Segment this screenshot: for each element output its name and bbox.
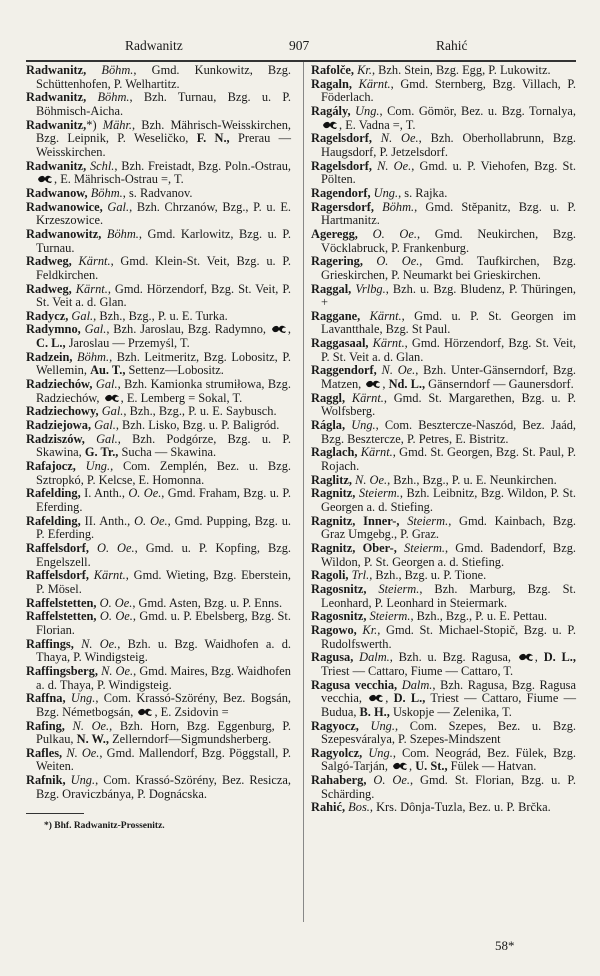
entry-name: Raggane, [311,308,361,323]
entry-region: Steierm. [366,609,411,624]
gazetteer-entry [311,747,576,774]
gazetteer-entry [26,665,291,692]
gazetteer-entry [26,64,291,91]
entry-region: Kärnt. [351,76,391,91]
entry-text: Settenz—Lobositz. [125,363,224,378]
entry-region: Ung. [345,418,376,433]
entry-region: Gal. [84,431,118,446]
gazetteer-entry [26,187,291,201]
entry-region: Böhm. [87,185,123,200]
gazetteer-entry [26,201,291,228]
entry-text: , Gmd. Hörzendorf, Bzg. St. Veit, P. St. Veit a. d. Glan. [321,336,576,364]
entry-text: , [409,759,416,774]
gazetteer-entry [26,323,291,350]
entry-name: Ragnitz, Inner-, [311,513,400,528]
post-horn-icon [322,121,338,129]
entry-text: , Bzh. Podgórze, Bzg. u. P. Skawina, [36,431,291,460]
entry-region: Bos. [345,800,370,815]
entry-region: Böhm. [86,90,130,105]
entry-region: N. Oe. [371,158,412,173]
post-horn-icon [368,694,384,702]
entry-text: , E. Lemberg = Sokal, T. [120,390,243,405]
entry-region: Ung. [75,459,111,474]
entry-name: Ragelsdorf, [311,158,372,173]
entry-text: , Com. Szepes, Bez. u. Bzg. Szepesváralya, P. Szepes-Mindszent [321,718,576,747]
entry-name: Rafajocz, [26,459,76,474]
entry-name: Ragnitz, [311,486,356,501]
entry-bold-text: D. L., [543,650,576,665]
gazetteer-entry [311,569,576,583]
entry-region: Böhm. [101,226,139,241]
entry-name: Radweg, [26,281,72,296]
entry-region: Kr. [354,63,372,77]
gazetteer-entry [311,720,576,747]
entry-name: Raffingsberg, [26,663,98,678]
entry-region: O. Oe. [96,595,133,610]
entry-name: Ragnitz, Ober-, [311,540,397,555]
entry-region: Steierm. [355,486,400,501]
entry-region: Böhm. [373,199,415,214]
entry-name: Raggal, [311,281,352,296]
post-horn-icon [104,394,120,402]
post-horn-icon [392,762,408,770]
entry-name: Radziszów, [26,431,85,446]
entry-name: Raffelsdorf, [26,540,89,555]
signature-mark: 58* [495,938,515,953]
entry-text: Triest — Cattaro, Fiume — Cattaro, T. [321,663,514,678]
entry-name: Radziejowa, [26,418,92,433]
entry-text: , Bzh. Stein, Bzg. Egg, P. Lukowitz. [371,63,551,77]
gazetteer-entry [26,378,291,405]
entry-text: , Gmd. u. P. Viehofen, Bzg. St. Pölten. [321,158,576,187]
entry-text: , Bzh. Turnau, Bzg. u. P. Böhmisch-Aicha. [36,90,292,118]
entry-region: Gal. [92,377,118,392]
gazetteer-entry [311,228,576,255]
entry-name: Ragowo, [311,622,357,637]
entry-name: Radwanowice, [26,199,103,214]
entry-name: Ragering, [311,254,363,269]
page-number: 907 [289,38,310,53]
entry-text: , Com. Krassó-Szörény, Bez. Resicza, Bzg. Oraviczbánya, P. Dognácska. [36,773,291,801]
entry-region: O. Oe. [128,486,162,501]
entry-text: , Bzh., Bzg. u. P. Tione. [369,568,487,583]
gazetteer-entry [311,310,576,337]
gazetteer-entry [311,583,576,610]
entry-text: , Bzh., Bzg., P. u. E. Turka. [93,308,228,323]
entry-text: , E. Vadna =, T. [339,117,416,132]
gazetteer-entry [311,624,576,651]
entry-region: Dalm. [397,677,433,692]
entry-name: Rafing, [26,718,65,733]
gazetteer-entry [311,132,576,159]
entry-text: , Bzh., Bzg., P. u. E. Saybusch. [123,404,277,419]
post-horn-icon [365,380,381,388]
entry-text: , Krs. Dônja-Tuzla, Bez. u. P. Brčka. [369,800,551,815]
entry-text: , Bzh. Jaroslau, Bzg. Radymno, [106,322,270,337]
gazetteer-entry [311,679,576,720]
entry-region: Kärnt. [88,568,126,583]
gazetteer-entry [311,364,576,391]
gazetteer-entry [311,64,576,78]
entry-region: Vrlbg. [351,281,386,296]
entry-text: , Gmd. Taufkirchen, Bzg. Grieskirchen, P. Neumarkt bei Grieskirchen. [321,254,576,282]
entry-region: O. Oe. [134,513,168,528]
entry-region: Gal. [98,404,124,419]
entry-name: Radycz, [26,308,69,323]
entry-text: , Gmd. St. Margarethen, Bzg. u. P. Wolfsberg. [321,390,576,419]
gazetteer-entry [26,405,291,419]
entry-region: Schl. [86,158,115,173]
entry-text: , Bzh. Mährisch-Weisskirchen, Bzg. Leipnik, P. Weseličko, [36,117,291,146]
entry-bold-text: D. L., [393,691,426,706]
entry-text: , Gmd. Wieting, Bzg. Eberstein, P. Mösel. [36,568,291,596]
entry-region: O. Oe. [88,540,135,555]
entry-text: , Com. Besztercze-Naszód, Bez. Jaád, Bzg. Besztercze, P. Petres, E. Bistritz. [321,418,576,446]
gazetteer-entry [26,228,291,255]
entry-name: Rafolče, [311,63,355,77]
entry-region: Kärnt. [71,281,108,296]
entry-name: Rafles, [26,745,63,760]
entry-region: Steierm. [366,581,420,596]
gazetteer-entry [311,255,576,282]
entry-text: , Bzh. u. Bzg. Bludenz, P. Thüringen, + [321,281,576,310]
entry-text: , Gmd. Pupping, Bzg. u. P. Eferding. [36,513,291,542]
gazetteer-entry [26,597,291,611]
header-rule [26,60,576,62]
entry-name: Raffings, [26,636,74,651]
gazetteer-entry [311,160,576,187]
entry-text: , Gmd. Asten, Bzg. u. P. Enns. [132,595,283,610]
entry-text: , Gmd. St. Florian, Bzg. u. P. Schärding. [321,773,576,801]
entry-name: Raffelsdorf, [26,568,89,583]
entry-name: Radwanitz, [26,90,87,105]
gazetteer-entry [311,774,576,801]
gazetteer-entry [26,569,291,596]
gazetteer-entry [311,283,576,310]
gazetteer-entry [311,201,576,228]
entry-text: , Bzh. Oberhollabrunn, Bzg. Haugsdorf, P. Jetzelsdorf. [321,131,576,159]
gazetteer-entry [311,419,576,446]
entry-region: Kärnt. [345,390,384,405]
entry-name: Radweg, [26,254,72,269]
entry-region: Steierm. [399,513,449,528]
entry-region: Trl. [348,568,370,583]
gazetteer-entry [311,610,576,624]
entry-region: Kärnt. [71,254,111,269]
entry-text: , Gmd. u. P. St. Georgen im Lavantthale, Bzg. St Paul. [321,308,576,337]
gazetteer-entry [26,692,291,719]
entry-name: Ragosnitz, [311,581,367,596]
entry-region: N. Oe. [371,131,419,146]
entry-name: Ragelsdorf, [311,131,372,146]
entry-text: , Com. Krassó-Szörény, Bez. Bogsán, Bzg. Németbogsán, [36,691,291,719]
entry-name: Rahić, [311,800,346,815]
gazetteer-entry [311,542,576,569]
running-head-left: Radwanitz [125,38,183,53]
entry-region: Gal. [102,199,130,214]
entry-bold-text: F. N., [196,131,230,146]
gazetteer-entry [26,515,291,542]
gazetteer-entry [26,720,291,747]
gazetteer-entry [26,283,291,310]
entry-text: , Gmd. Fraham, Bzg. u. P. Eferding. [36,486,291,514]
entry-name: Raffna, [26,691,66,706]
entry-region: Ung. [350,103,380,118]
entry-name: Ragendorf, [311,185,371,200]
gazetteer-entry [311,392,576,419]
entry-text: , [382,377,389,392]
entry-text: *) [86,117,103,132]
entry-name: Ragaln, [311,76,352,91]
entry-text: , Gmd. Kainbach, Bzg. Graz Umgebg., P. Graz. [321,513,576,542]
entry-name: Rafelding, [26,486,81,501]
entry-text: , Gmd. Sternberg, Bzg. Villach, P. Föderlach. [321,76,576,105]
right-column [311,64,576,815]
entry-name: Rahaberg, [311,773,367,788]
entry-text: , Bzh. Ragusa, Bzg. Ragusa vecchia, [321,677,577,706]
entry-name: Rágla, [311,418,346,433]
entry-name: Raffelstetten, [26,609,97,624]
entry-text: , Com. Neográd, Bez. Fülek, Bzg. Salgó-Tarján, [321,745,576,774]
gazetteer-entry [26,310,291,324]
entry-text: , Gmd. Maires, Bzg. Waidhofen a. d. Thaya, P. Windigsteig. [36,663,291,692]
gazetteer-entry [26,460,291,487]
entry-text: Triest — Cattaro, Fiume — Budua, [321,691,576,719]
entry-name: Ragosnitz, [311,609,367,624]
post-horn-icon [518,653,534,661]
entry-region: O. Oe. [362,254,420,269]
entry-text: I. Anth., [80,486,129,501]
gazetteer-entry [26,119,291,160]
gazetteer-entry [311,78,576,105]
entry-text: , Bzh. Chrzanów, Bzg., P. u. E. Krzeszowice. [36,199,291,228]
footnote-rule [26,813,84,814]
entry-name: Radwanitz, [26,63,87,77]
entry-text: , Bzh. Leitmeritz, Bzg. Lobositz, P. Wellemin, [36,349,291,378]
entry-region: Kärnt. [360,308,402,323]
entry-name: Ragersdorf, [311,199,374,214]
gazetteer-entry [26,351,291,378]
gazetteer-entry [311,487,576,514]
gazetteer-entry [26,747,291,774]
gazetteer-entry [311,474,576,488]
entry-name: Radwanowitz, [26,226,102,241]
entry-region: Ung. [358,718,395,733]
entry-text: , Gmd. u. P. Kopfing, Bzg. Engelszell. [36,540,291,569]
post-horn-icon [271,325,287,333]
gazetteer-entry [311,651,576,678]
entry-name: Raggendorf, [311,363,377,378]
entry-name: Radzein, [26,349,73,364]
entry-name: Ragusa vecchia, [311,677,398,692]
entry-text: , Gmd. Hörzendorf, Bzg. St. Veit, P. St. Veit a. d. Glan. [36,281,291,310]
entry-region: Gal. [68,308,94,323]
entry-text: , Gmd. Karlowitz, Bzg. u. P. Turnau. [36,226,291,255]
entry-bold-text: U. St., [415,759,448,774]
entry-name: Ragály, [311,103,351,118]
gazetteer-entry [311,337,576,364]
entry-region: Kr. [356,622,378,637]
entry-text: , Com. Zemplén, Bez. u. Bzg. Sztropkó, P. Kelcse, E. Homonna. [36,459,291,487]
entry-name: Raglitz, [311,472,352,487]
entry-text: , E. Mährisch-Ostrau =, T. [54,172,184,187]
entry-text: , Gmd. u. P. Ebelsberg, Bzg. St. Florian. [36,609,291,637]
entry-region: Dalm. [353,650,390,665]
entry-name: Raglach, [311,445,358,460]
gazetteer-entry [26,610,291,637]
entry-bold-text: B. H., [359,704,390,719]
gazetteer-entry [311,801,576,815]
entry-bold-text: G. Tr., [84,445,119,460]
entry-region: N. Oe. [62,745,100,760]
gazetteer-entry [26,487,291,514]
entry-text: , Gmd. St. Michael-Stopič, Bzg. u. P. Rudolfswerth. [321,622,576,651]
entry-region: Kärnt. [368,336,405,351]
entry-text: , E. Zsidovin = [154,704,229,719]
entry-text: , Gmd. Badendorf, Bzg. Wildon, P. St. Georgen a. d. Stiefing. [321,540,576,569]
entry-text: , Bzh. u. Bzg. Ragusa, [389,650,517,665]
entry-region: O. Oe. [366,773,410,788]
gazetteer-entry [26,419,291,433]
column-divider [303,62,304,922]
entry-text: , Bzh., Bzg., P. u. E. Neunkirchen. [387,472,557,487]
entry-name: Ragyocz, [311,718,359,733]
entry-text: , Bzh. Freistadt, Bzg. Poln.-Ostrau, [114,158,292,173]
gazetteer-entry [26,255,291,282]
entry-region: Gal. [91,418,116,433]
entry-name: Raffelstetten, [26,595,97,610]
entry-text: , Bzh. Unter-Gänserndorf, Bzg. Matzen, [321,363,576,392]
entry-region: N. Oe. [64,718,110,733]
entry-region: Ung. [65,773,96,788]
entry-text: , Gmd. Neukirchen, Bzg. Vöcklabruck, P. Frankenburg. [321,226,576,255]
entry-text: , Gmd. Kunkowitz, Bzg. Schüttenhofen, P. Welhartitz. [36,63,291,91]
entry-name: Rafelding, [26,513,81,528]
entry-text: , Bzh. Kamionka strumiłowa, Bzg. Radziechów, [36,377,291,405]
entry-text: , s. Radvanov. [122,185,193,200]
entry-text: Gänserndorf — Gaunersdorf. [425,377,574,392]
entry-name: Radymno, [26,322,81,337]
entry-name: Ragyolcz, [311,745,363,760]
entry-region: O. Oe. [96,609,133,624]
entry-bold-text: Au. T., [90,363,126,378]
entry-text: , Bzh., Bzg., P. u. E. Pettau. [410,609,548,624]
gazetteer-entry [311,446,576,473]
entry-name: Rafnik, [26,773,66,788]
running-head-right: Rahić [436,38,468,53]
entry-bold-text: Nd. L., [388,377,426,392]
entry-region: Böhm. [86,63,134,77]
entry-name: Radziechów, [26,377,93,392]
entry-name: Radwanow, [26,185,88,200]
entry-region: O. Oe. [357,226,417,241]
entry-name: Ragoli, [311,568,349,583]
entry-text: Jaroslau — Przemyśl, T. [65,336,190,351]
entry-text: II. Anth., [80,513,135,528]
entry-text: , Gmd. St. Georgen, Bzg. St. Paul, P. Rojach. [321,445,576,474]
entry-text: , [534,650,544,665]
gazetteer-entry [26,433,291,460]
entry-text: , Gmd. Stěpanitz, Bzg. u. P. Hartmanitz. [321,199,576,228]
entry-name: Radwanitz, [26,158,87,173]
entry-text: , [287,322,291,337]
entry-name: Radziechowy, [26,404,99,419]
entry-bold-text: C. L., [36,336,66,351]
gazetteer-entry [311,187,576,201]
entry-region: Ung. [65,691,96,706]
entry-text: Uskopje — Zelenika, T. [389,704,512,719]
entry-region: Kärnt. [357,445,393,460]
entry-region: Mähr. [102,117,133,132]
gazetteer-entry [311,105,576,132]
entry-text: , Gmd. Klein-St. Veit, Bzg. u. P. Feldkirchen. [36,254,291,282]
entry-name: Ageregg, [311,226,358,241]
post-horn-icon [37,175,53,183]
footnote: *) Bhf. Radwanitz-Prossenitz. [44,821,165,832]
entry-region: N. Oe. [73,636,118,651]
entry-name: Raggl, [311,390,346,405]
entry-text: , Bzh. Leibnitz, Bzg. Wildon, P. St. Georgen a. d. Stiefing. [321,486,576,514]
entry-region: N. Oe. [351,472,388,487]
entry-text: , Gmd. Mallendorf, Bzg. Pöggstall, P. Weiten. [36,745,291,774]
entry-text: Prerau — Weisskirchen. [36,131,291,159]
entry-text: , [385,691,394,706]
gazetteer-entry [26,160,291,187]
entry-name: Radwanitz, [26,117,87,132]
entry-region: N. Oe. [376,363,416,378]
entry-text: Zellerndorf—Sigmundsherberg. [109,732,272,747]
gazetteer-entry [26,638,291,665]
entry-region: Gal. [80,322,107,337]
entry-name: Raggasaal, [311,336,369,351]
gazetteer-entry [26,542,291,569]
entry-text: , Bzh. Marburg, Bzg. St. Leonhard, P. Leonhard in Steiermark. [321,581,577,610]
entry-name: Ragusa, [311,650,354,665]
entry-text: , Bzh. u. Bzg. Waidhofen a. d. Thaya, P. Windigsteig. [36,636,292,665]
entry-text: , s. Rajka. [398,185,448,200]
post-horn-icon [137,708,153,716]
gazetteer-entry [26,774,291,801]
left-column [26,64,291,834]
entry-text: Fülek — Hatvan. [447,759,537,774]
entry-text: , Bzh. Horn, Bzg. Eggenburg, P. Pulkau, [36,718,291,747]
entry-region: N. Oe. [97,663,134,678]
entry-region: Ung. [370,185,399,200]
gazetteer-entry [26,91,291,118]
entry-region: Böhm. [72,349,110,364]
entry-text: , Bzh. Lisko, Bzg. u. P. Baligród. [115,418,280,433]
entry-region: Ung. [362,745,393,760]
entry-bold-text: N. W., [76,732,109,747]
entry-text: , Com. Gömör, Bez. u. Bzg. Tornalya, [379,103,576,118]
entry-region: Steierm. [396,540,446,555]
entry-text: Sucha — Skawina. [118,445,217,460]
gazetteer-entry [311,515,576,542]
